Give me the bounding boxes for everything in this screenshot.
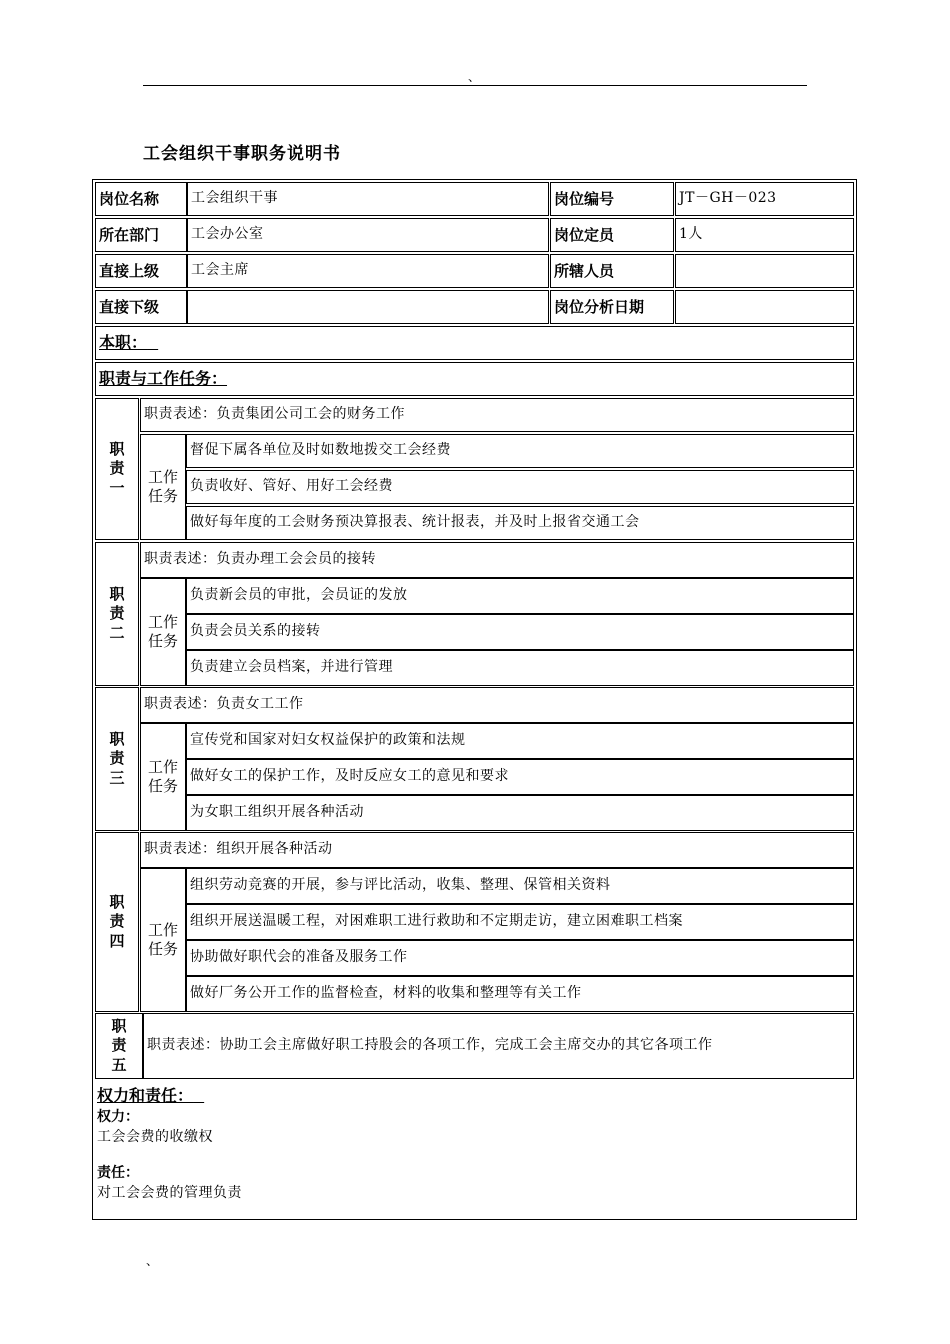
subordinates-label: 所辖人员 [550,254,674,288]
post-no-value: JT－GH－023 [675,182,854,216]
duty-3-task-label: 工作任务 [140,723,186,831]
quota-label: 岗位定员 [550,218,674,252]
post-no-label: 岗位编号 [550,182,674,216]
responsibility-label: 责任： [97,1165,139,1181]
basic-duty-row [95,326,854,360]
duty-1-task-1: 督促下属各单位及时如数地拨交工会经费 [186,434,854,468]
duties-heading: 职责与工作任务： [99,369,228,388]
duty-5-desc: 职责表述：协助工会主席做好职工持股会的各项工作，完成工会主席交办的其它各项工作 [143,1013,854,1079]
duty-2-task-1: 负责新会员的审批，会员证的发放 [186,578,854,614]
rights-section [97,1083,847,1202]
basic-duty-label: 本职： [99,333,148,352]
dept-label: 所在部门 [95,218,187,252]
duty-2-task-2: 负责会员关系的接转 [186,614,854,650]
duty-4-task-1: 组织劳动竞赛的开展，参与评比活动，收集、整理、保管相关资料 [186,868,854,904]
post-name-value: 工会组织干事 [187,182,549,216]
power-text: 工会会费的收缴权 [97,1129,213,1145]
quota-value: 1人 [675,218,854,252]
duty-4-task-2: 组织开展送温暖工程，对困难职工进行救助和不定期走访，建立困难职工档案 [186,904,854,940]
date-value [675,290,854,324]
subordinates-value [675,254,854,288]
duty-2-desc: 职责表述：负责办理工会会员的接转 [140,542,854,578]
rights-heading: 权力和责任： [97,1086,194,1105]
duty-3-task-2: 做好女工的保护工作，及时反应女工的意见和要求 [186,759,854,795]
spacer [97,1146,847,1162]
duty-3-label: 职责三 [95,687,139,831]
bottom-mark: 、 [146,1254,159,1268]
basic-duty-underline [147,333,158,353]
duty-1-task-2: 负责收好、管好、用好工会经费 [186,470,854,504]
duty-2-label: 职责二 [95,542,139,686]
junior-label: 直接下级 [95,290,187,324]
post-name-label: 岗位名称 [95,182,187,216]
top-mark: 、 [468,70,481,84]
duty-1-task-3: 做好每年度的工会财务预决算报表、统计报表，并及时上报省交通工会 [186,506,854,540]
dept-value: 工会办公室 [187,218,549,252]
duty-4-label: 职责四 [95,832,139,1012]
duty-2-task-label: 工作任务 [140,578,186,686]
superior-value: 工会主席 [187,254,549,288]
date-label: 岗位分析日期 [550,290,674,324]
superior-label: 直接上级 [95,254,187,288]
duty-4-desc: 职责表述：组织开展各种活动 [140,832,854,868]
duty-4-task-4: 做好厂务公开工作的监督检查，材料的收集和整理等有关工作 [186,976,854,1012]
duty-4-task-3: 协助做好职代会的准备及服务工作 [186,940,854,976]
responsibility-text: 对工会会费的管理负责 [97,1185,242,1201]
duty-2-task-3: 负责建立会员档案，并进行管理 [186,650,854,686]
duty-3-task-3: 为女职工组织开展各种活动 [186,795,854,831]
job-description-table [92,179,857,1220]
junior-value [187,290,549,324]
document-title: 工会组织干事职务说明书 [143,144,341,164]
duty-4-task-label: 工作任务 [140,868,186,1012]
duty-3-desc: 职责表述：负责女工工作 [140,687,854,723]
duties-heading-row [95,362,854,396]
duty-1-label: 职责一 [95,398,139,540]
duty-3-task-1: 宣传党和国家对妇女权益保护的政策和法规 [186,723,854,759]
power-label: 权力： [97,1109,139,1125]
duty-5-label: 职责五 [95,1013,143,1079]
header-rule [143,85,807,86]
duty-1-desc: 职责表述：负责集团公司工会的财务工作 [140,398,854,432]
duty-1-task-label: 工作任务 [140,434,186,540]
